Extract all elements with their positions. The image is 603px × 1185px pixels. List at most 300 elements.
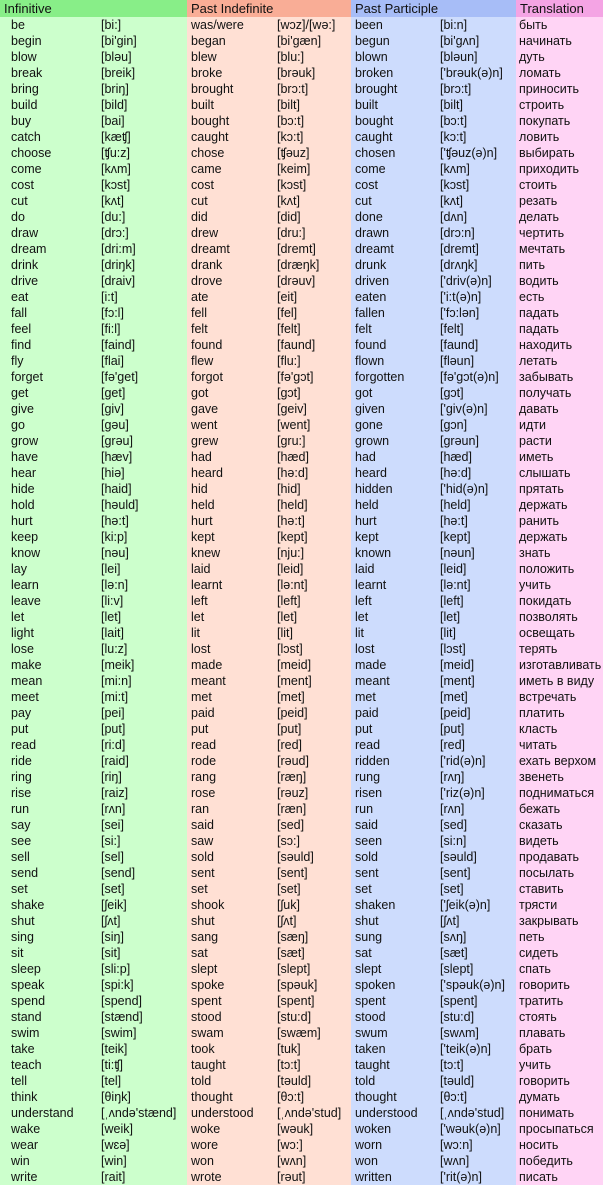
infinitive-transcription-cell: [sel]	[101, 850, 124, 864]
table-row	[0, 801, 603, 817]
infinitive-transcription-cell: [bild]	[101, 98, 128, 112]
infinitive-transcription-cell: [set]	[101, 882, 125, 896]
past-indefinite-transcription-cell: [put]	[277, 722, 302, 736]
past-participle-transcription-cell: [nəun]	[440, 546, 475, 560]
infinitive-cell: sing	[11, 930, 34, 944]
translation-cell: приносить	[519, 82, 580, 96]
past-participle-transcription-cell: [brɔ:t]	[440, 82, 472, 96]
infinitive-transcription-cell: [θiŋk]	[101, 1090, 131, 1104]
past-participle-cell: built	[355, 98, 378, 112]
past-indefinite-transcription-cell: [faund]	[277, 338, 316, 352]
table-row	[0, 321, 603, 337]
infinitive-cell: choose	[11, 146, 52, 160]
table-row	[0, 929, 603, 945]
past-participle-cell: paid	[355, 706, 379, 720]
translation-cell: учить	[519, 578, 551, 592]
past-indefinite-cell: chose	[191, 146, 225, 160]
translation-cell: приходить	[519, 162, 580, 176]
translation-cell: делать	[519, 210, 560, 224]
infinitive-transcription-cell: [i:t]	[101, 290, 118, 304]
past-participle-transcription-cell: [spent]	[440, 994, 478, 1008]
table-row	[0, 1025, 603, 1041]
past-indefinite-cell: saw	[191, 834, 214, 848]
past-indefinite-cell: told	[191, 1074, 212, 1088]
past-participle-transcription-cell: [sæt]	[440, 946, 468, 960]
table-row	[0, 145, 603, 161]
infinitive-transcription-cell: [kɔst]	[101, 178, 131, 192]
past-indefinite-transcription-cell: [hə:t]	[277, 514, 305, 528]
translation-cell: летать	[519, 354, 558, 368]
past-participle-cell: set	[355, 882, 372, 896]
table-row	[0, 49, 603, 65]
translation-cell: положить	[519, 562, 575, 576]
past-indefinite-transcription-cell: [keim]	[277, 162, 311, 176]
infinitive-transcription-cell: [sit]	[101, 946, 121, 960]
past-indefinite-cell: spoke	[191, 978, 225, 992]
past-indefinite-cell: broke	[191, 66, 223, 80]
past-participle-transcription-cell: ['ʧəuz(ə)n]	[440, 146, 498, 160]
table-row	[0, 1089, 603, 1105]
past-participle-transcription-cell: [wʌn]	[440, 1154, 470, 1168]
infinitive-transcription-cell: [faind]	[101, 338, 136, 352]
header-translation: Translation	[516, 0, 603, 17]
translation-cell: носить	[519, 1138, 559, 1152]
infinitive-transcription-cell: [hə:t]	[101, 514, 129, 528]
past-indefinite-cell: found	[191, 338, 223, 352]
past-participle-cell: got	[355, 386, 373, 400]
past-participle-transcription-cell: ['rit(ə)n]	[440, 1170, 482, 1184]
infinitive-cell: swim	[11, 1026, 40, 1040]
past-indefinite-cell: made	[191, 658, 223, 672]
infinitive-transcription-cell: [win]	[101, 1154, 127, 1168]
past-indefinite-transcription-cell: [slept]	[277, 962, 311, 976]
table-row	[0, 497, 603, 513]
past-participle-cell: left	[355, 594, 372, 608]
table-row	[0, 529, 603, 545]
translation-cell: иметь	[519, 450, 554, 464]
infinitive-cell: stand	[11, 1010, 42, 1024]
past-participle-cell: shut	[355, 914, 379, 928]
infinitive-transcription-cell: [weik]	[101, 1122, 133, 1136]
table-row	[0, 785, 603, 801]
past-indefinite-cell: put	[191, 722, 209, 736]
infinitive-transcription-cell: [kʌm]	[101, 162, 131, 176]
past-indefinite-cell: drove	[191, 274, 223, 288]
table-row	[0, 1121, 603, 1137]
table-row	[0, 113, 603, 129]
past-participle-cell: run	[355, 802, 374, 816]
infinitive-cell: think	[11, 1090, 38, 1104]
past-participle-transcription-cell: [drʌŋk]	[440, 258, 478, 272]
infinitive-transcription-cell: [send]	[101, 866, 136, 880]
past-indefinite-transcription-cell: [hə:d]	[277, 466, 309, 480]
infinitive-transcription-cell: [get]	[101, 386, 126, 400]
translation-cell: посылать	[519, 866, 575, 880]
infinitive-transcription-cell: [ki:p]	[101, 530, 128, 544]
past-indefinite-cell: rose	[191, 786, 216, 800]
past-participle-cell: begun	[355, 34, 390, 48]
table-row	[0, 961, 603, 977]
translation-cell: стоить	[519, 178, 558, 192]
past-participle-cell: brought	[355, 82, 398, 96]
infinitive-cell: put	[11, 722, 29, 736]
translation-cell: стоять	[519, 1010, 557, 1024]
translation-cell: ломать	[519, 66, 561, 80]
past-indefinite-transcription-cell: [ʧəuz]	[277, 146, 310, 160]
past-participle-cell: ridden	[355, 754, 390, 768]
past-participle-cell: driven	[355, 274, 390, 288]
past-indefinite-transcription-cell: [fə'gɔt]	[277, 370, 314, 384]
table-row	[0, 257, 603, 273]
past-participle-cell: been	[355, 18, 383, 32]
past-indefinite-transcription-cell: [felt]	[277, 322, 301, 336]
infinitive-transcription-cell: [lei]	[101, 562, 121, 576]
table-row	[0, 129, 603, 145]
translation-cell: идти	[519, 418, 546, 432]
infinitive-transcription-cell: [fɔ:l]	[101, 306, 124, 320]
past-indefinite-transcription-cell: [gɔt]	[277, 386, 301, 400]
translation-cell: ставить	[519, 882, 564, 896]
past-participle-transcription-cell: [gɔt]	[440, 386, 464, 400]
infinitive-transcription-cell: [flai]	[101, 354, 124, 368]
infinitive-transcription-cell: [bləu]	[101, 50, 132, 64]
past-participle-cell: lost	[355, 642, 375, 656]
past-indefinite-transcription-cell: [rəud]	[277, 754, 309, 768]
past-indefinite-cell: set	[191, 882, 208, 896]
table-row	[0, 417, 603, 433]
infinitive-cell: catch	[11, 130, 41, 144]
past-participle-cell: told	[355, 1074, 376, 1088]
past-participle-transcription-cell: [gɔn]	[440, 418, 468, 432]
translation-cell: писать	[519, 1170, 558, 1184]
past-participle-cell: thought	[355, 1090, 397, 1104]
past-indefinite-cell: got	[191, 386, 209, 400]
past-participle-transcription-cell: [held]	[440, 498, 471, 512]
past-indefinite-cell: shook	[191, 898, 225, 912]
table-row	[0, 1137, 603, 1153]
table-row	[0, 1105, 603, 1121]
translation-cell: держать	[519, 498, 568, 512]
infinitive-transcription-cell: [raiz]	[101, 786, 129, 800]
infinitive-transcription-cell: [gəu]	[101, 418, 129, 432]
past-participle-cell: shaken	[355, 898, 396, 912]
table-row	[0, 513, 603, 529]
past-indefinite-cell: wore	[191, 1138, 219, 1152]
translation-cell: строить	[519, 98, 565, 112]
infinitive-cell: lose	[11, 642, 34, 656]
infinitive-transcription-cell: [stænd]	[101, 1010, 143, 1024]
translation-cell: бежать	[519, 802, 561, 816]
past-participle-cell: had	[355, 450, 376, 464]
past-indefinite-transcription-cell: [nju:]	[277, 546, 305, 560]
past-participle-cell: known	[355, 546, 392, 560]
translation-cell: ехать верхом	[519, 754, 597, 768]
table-row	[0, 721, 603, 737]
infinitive-cell: go	[11, 418, 25, 432]
infinitive-cell: ride	[11, 754, 32, 768]
past-participle-cell: won	[355, 1154, 378, 1168]
infinitive-transcription-cell: [tel]	[101, 1074, 122, 1088]
past-participle-cell: put	[355, 722, 373, 736]
table-row	[0, 641, 603, 657]
translation-cell: чертить	[519, 226, 565, 240]
past-participle-cell: eaten	[355, 290, 387, 304]
past-indefinite-transcription-cell: [held]	[277, 498, 308, 512]
past-participle-transcription-cell: [bləun]	[440, 50, 478, 64]
past-indefinite-cell: ran	[191, 802, 210, 816]
past-participle-cell: spoken	[355, 978, 396, 992]
infinitive-transcription-cell: [teik]	[101, 1042, 128, 1056]
header-past-participle: Past Participle	[351, 0, 516, 17]
past-participle-cell: woken	[355, 1122, 392, 1136]
past-participle-cell: rung	[355, 770, 381, 784]
past-participle-cell: done	[355, 210, 383, 224]
past-participle-transcription-cell: ['i:t(ə)n]	[440, 290, 482, 304]
translation-cell: брать	[519, 1042, 553, 1056]
past-participle-cell: meant	[355, 674, 390, 688]
table-row	[0, 401, 603, 417]
infinitive-cell: hold	[11, 498, 35, 512]
past-participle-transcription-cell: [met]	[440, 690, 468, 704]
table-row	[0, 1009, 603, 1025]
infinitive-cell: be	[11, 18, 25, 32]
past-participle-transcription-cell: [let]	[440, 610, 461, 624]
infinitive-transcription-cell: [ʃeik]	[101, 898, 127, 912]
past-indefinite-cell: gave	[191, 402, 219, 416]
past-indefinite-transcription-cell: [sæŋ]	[277, 930, 309, 944]
table-row	[0, 337, 603, 353]
infinitive-transcription-cell: [bi:]	[101, 18, 122, 32]
past-participle-cell: heard	[355, 466, 387, 480]
table-row	[0, 865, 603, 881]
past-indefinite-transcription-cell: [hid]	[277, 482, 301, 496]
past-participle-cell: slept	[355, 962, 382, 976]
table-row	[0, 897, 603, 913]
past-participle-transcription-cell: ['riz(ə)n]	[440, 786, 485, 800]
past-participle-transcription-cell: [ʃʌt]	[440, 914, 460, 928]
table-row	[0, 769, 603, 785]
table-row	[0, 561, 603, 577]
past-indefinite-transcription-cell: [red]	[277, 738, 303, 752]
infinitive-transcription-cell: [put]	[101, 722, 126, 736]
past-indefinite-transcription-cell: [leid]	[277, 562, 304, 576]
table-row	[0, 913, 603, 929]
past-participle-cell: dreamt	[355, 242, 394, 256]
infinitive-transcription-cell: [kʌt]	[101, 194, 124, 208]
infinitive-cell: fly	[11, 354, 24, 368]
past-participle-cell: broken	[355, 66, 394, 80]
infinitive-cell: teach	[11, 1058, 42, 1072]
infinitive-transcription-cell: [mi:t]	[101, 690, 129, 704]
translation-cell: думать	[519, 1090, 560, 1104]
past-indefinite-transcription-cell: [met]	[277, 690, 305, 704]
infinitive-cell: say	[11, 818, 31, 832]
past-participle-cell: made	[355, 658, 387, 672]
infinitive-cell: hide	[11, 482, 35, 496]
past-participle-transcription-cell: [kʌt]	[440, 194, 463, 208]
past-indefinite-cell: did	[191, 210, 208, 224]
past-participle-transcription-cell: ['wəuk(ə)n]	[440, 1122, 501, 1136]
infinitive-transcription-cell: [breik]	[101, 66, 136, 80]
infinitive-cell: sleep	[11, 962, 41, 976]
past-participle-cell: read	[355, 738, 381, 752]
past-indefinite-cell: stood	[191, 1010, 222, 1024]
past-participle-transcription-cell: [hæd]	[440, 450, 472, 464]
past-indefinite-transcription-cell: [did]	[277, 210, 301, 224]
past-indefinite-transcription-cell: [sed]	[277, 818, 305, 832]
table-row	[0, 225, 603, 241]
infinitive-cell: speak	[11, 978, 45, 992]
table-row	[0, 545, 603, 561]
past-indefinite-transcription-cell: [swæm]	[277, 1026, 321, 1040]
infinitive-transcription-cell: [ʃʌt]	[101, 914, 121, 928]
translation-cell: выбирать	[519, 146, 575, 160]
past-indefinite-cell: meant	[191, 674, 226, 688]
past-indefinite-transcription-cell: [ʃʌt]	[277, 914, 297, 928]
infinitive-cell: make	[11, 658, 42, 672]
translation-cell: платить	[519, 706, 565, 720]
past-indefinite-transcription-cell: [kɔ:t]	[277, 130, 304, 144]
past-participle-cell: found	[355, 338, 387, 352]
past-indefinite-transcription-cell: [brəuk]	[277, 66, 316, 80]
translation-cell: тратить	[519, 994, 564, 1008]
past-indefinite-transcription-cell: [set]	[277, 882, 301, 896]
translation-cell: победить	[519, 1154, 573, 1168]
infinitive-transcription-cell: [briŋ]	[101, 82, 129, 96]
past-indefinite-cell: hurt	[191, 514, 213, 528]
past-indefinite-cell: swam	[191, 1026, 224, 1040]
past-indefinite-transcription-cell: [went]	[277, 418, 311, 432]
table-row	[0, 81, 603, 97]
past-indefinite-transcription-cell: [dru:]	[277, 226, 306, 240]
infinitive-cell: build	[11, 98, 38, 112]
past-indefinite-cell: took	[191, 1042, 215, 1056]
table-row	[0, 385, 603, 401]
infinitive-cell: know	[11, 546, 41, 560]
past-indefinite-transcription-cell: [geiv]	[277, 402, 307, 416]
infinitive-transcription-cell: [lait]	[101, 626, 124, 640]
past-indefinite-transcription-cell: [left]	[277, 594, 301, 608]
infinitive-transcription-cell: [bi'gin]	[101, 34, 137, 48]
past-participle-cell: kept	[355, 530, 379, 544]
infinitive-cell: run	[11, 802, 30, 816]
past-participle-transcription-cell: [sʌŋ]	[440, 930, 467, 944]
past-participle-cell: bought	[355, 114, 394, 128]
infinitive-transcription-cell: [raid]	[101, 754, 129, 768]
past-indefinite-cell: met	[191, 690, 212, 704]
translation-cell: трясти	[519, 898, 558, 912]
past-participle-transcription-cell: [set]	[440, 882, 464, 896]
infinitive-cell: get	[11, 386, 29, 400]
past-indefinite-transcription-cell: [kept]	[277, 530, 308, 544]
past-participle-cell: sat	[355, 946, 372, 960]
past-participle-transcription-cell: [lit]	[440, 626, 456, 640]
translation-cell: держать	[519, 530, 568, 544]
past-indefinite-cell: brought	[191, 82, 234, 96]
past-indefinite-transcription-cell: [ræn]	[277, 802, 307, 816]
past-participle-cell: sung	[355, 930, 383, 944]
table-row	[0, 161, 603, 177]
past-indefinite-transcription-cell: [bɔ:t]	[277, 114, 305, 128]
infinitive-transcription-cell: [hiə]	[101, 466, 125, 480]
past-participle-transcription-cell: [lɔst]	[440, 642, 466, 656]
past-indefinite-transcription-cell: [təuld]	[277, 1074, 312, 1088]
past-indefinite-transcription-cell: [meid]	[277, 658, 312, 672]
infinitive-cell: draw	[11, 226, 39, 240]
past-indefinite-transcription-cell: [ʃuk]	[277, 898, 300, 912]
past-indefinite-cell: blew	[191, 50, 217, 64]
past-participle-transcription-cell: ['rid(ə)n]	[440, 754, 486, 768]
past-participle-transcription-cell: [dremt]	[440, 242, 479, 256]
past-participle-cell: taught	[355, 1058, 390, 1072]
past-participle-cell: lit	[355, 626, 365, 640]
table-row	[0, 1153, 603, 1169]
past-participle-cell: blown	[355, 50, 388, 64]
past-indefinite-cell: knew	[191, 546, 221, 560]
past-indefinite-cell: learnt	[191, 578, 223, 592]
translation-cell: подниматься	[519, 786, 595, 800]
past-indefinite-transcription-cell: [eit]	[277, 290, 298, 304]
infinitive-cell: write	[11, 1170, 38, 1184]
translation-cell: водить	[519, 274, 559, 288]
infinitive-cell: cut	[11, 194, 28, 208]
translation-cell: находить	[519, 338, 573, 352]
infinitive-transcription-cell: [ti:ʧ]	[101, 1058, 124, 1072]
infinitive-transcription-cell: [draiv]	[101, 274, 136, 288]
past-participle-cell: learnt	[355, 578, 387, 592]
translation-cell: изготавливать	[519, 658, 602, 672]
infinitive-cell: shut	[11, 914, 35, 928]
past-participle-transcription-cell: [fə'gɔt(ə)n]	[440, 370, 499, 384]
table-row	[0, 625, 603, 641]
past-indefinite-cell: had	[191, 450, 212, 464]
past-indefinite-cell: wrote	[191, 1170, 222, 1184]
past-indefinite-transcription-cell: [ræŋ]	[277, 770, 307, 784]
infinitive-cell: forget	[11, 370, 43, 384]
past-indefinite-transcription-cell: [gru:]	[277, 434, 306, 448]
infinitive-cell: tell	[11, 1074, 27, 1088]
past-participle-cell: come	[355, 162, 386, 176]
past-participle-cell: stood	[355, 1010, 386, 1024]
past-participle-transcription-cell: [felt]	[440, 322, 464, 336]
translation-cell: петь	[519, 930, 545, 944]
translation-cell: забывать	[519, 370, 574, 384]
past-indefinite-cell: lost	[191, 642, 211, 656]
infinitive-transcription-cell: [swim]	[101, 1026, 137, 1040]
translation-cell: видеть	[519, 834, 559, 848]
past-participle-cell: given	[355, 402, 385, 416]
past-participle-cell: spent	[355, 994, 386, 1008]
table-row	[0, 977, 603, 993]
table-row	[0, 881, 603, 897]
past-indefinite-cell: sat	[191, 946, 208, 960]
past-participle-cell: written	[355, 1170, 392, 1184]
table-row	[0, 849, 603, 865]
past-participle-transcription-cell: ['driv(ə)n]	[440, 274, 492, 288]
translation-cell: пить	[519, 258, 545, 272]
infinitive-transcription-cell: [həuld]	[101, 498, 139, 512]
past-indefinite-cell: rang	[191, 770, 217, 784]
past-participle-cell: hurt	[355, 514, 377, 528]
past-participle-transcription-cell: [ment]	[440, 674, 475, 688]
past-participle-transcription-cell: [səuld]	[440, 850, 477, 864]
infinitive-cell: break	[11, 66, 43, 80]
past-participle-transcription-cell: ['ʃeik(ə)n]	[440, 898, 491, 912]
infinitive-transcription-cell: [spend]	[101, 994, 143, 1008]
past-indefinite-cell: sang	[191, 930, 219, 944]
infinitive-transcription-cell: [spi:k]	[101, 978, 134, 992]
past-indefinite-cell: caught	[191, 130, 229, 144]
